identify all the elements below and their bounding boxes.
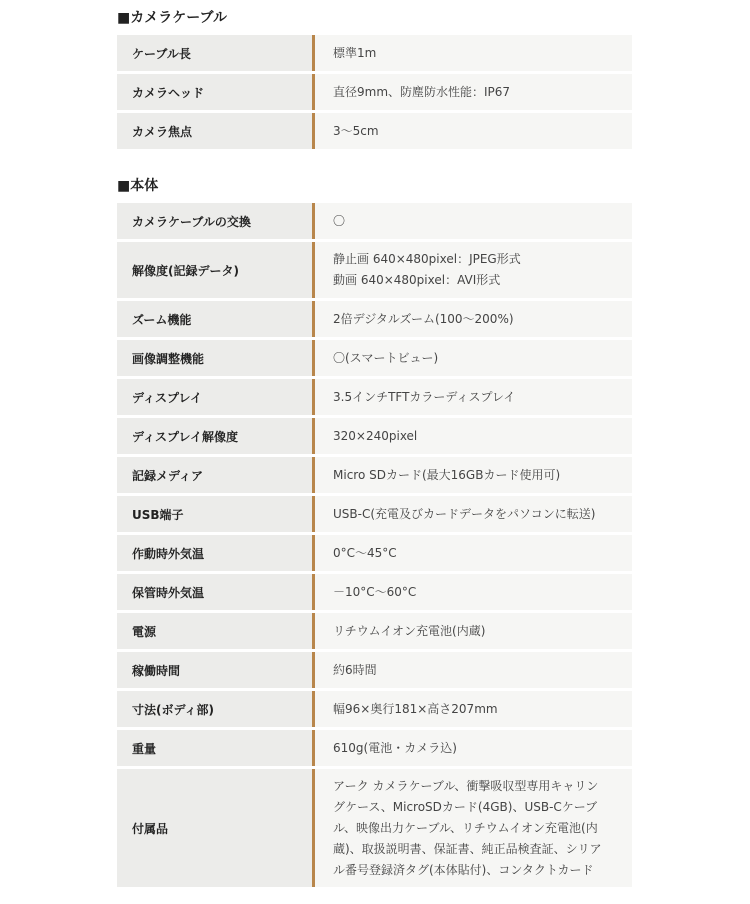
spec-value-line: Micro SDカード(最大16GBカード使用可): [333, 467, 561, 482]
spec-key: カメラケーブルの交換: [117, 203, 315, 239]
spec-row: [117, 418, 632, 454]
spec-value-line: USB-C(充電及びカードデータをパソコンに転送): [333, 506, 596, 521]
spec-value-line: 〇(スマートビュー): [333, 350, 439, 365]
spec-key: カメラヘッド: [117, 74, 315, 110]
spec-value: [315, 35, 632, 71]
spec-value: [315, 574, 632, 610]
spec-value-line: 幅96×奥行181×高さ207mm: [333, 701, 498, 716]
spec-value-line: グケース、MicroSDカード(4GB)、USB-Cケーブ: [333, 799, 598, 814]
spec-row: [117, 340, 632, 376]
spec-key: 寸法(ボディ部): [117, 691, 315, 727]
section-title: ■本体: [117, 178, 159, 194]
spec-key: ディスプレイ: [117, 379, 315, 415]
spec-value: [315, 496, 632, 532]
spec-value-line: 0°C～45°C: [333, 545, 397, 560]
spec-value-line: 直径9mm、防塵防水性能：IP67: [333, 84, 511, 99]
spec-value-line: 3.5インチTFTカラーディスプレイ: [333, 389, 516, 404]
spec-row: [117, 574, 632, 610]
section-title: ■カメラケーブル: [117, 10, 227, 26]
spec-value-line: リチウムイオン充電池(内蔵): [333, 623, 486, 638]
spec-key: 稼働時間: [117, 652, 315, 688]
spec-row: [117, 457, 632, 493]
spec-key: ディスプレイ解像度: [117, 418, 315, 454]
spec-value-line: ル、映像出力ケーブル、リチウムイオン充電池(内: [333, 820, 598, 835]
spec-row: [117, 242, 632, 298]
spec-key: 付属品: [117, 769, 315, 887]
spec-value-line: 〇: [333, 213, 346, 228]
spec-key: 保管時外気温: [117, 574, 315, 610]
spec-value-line: アーク カメラケーブル、衝撃吸収型専用キャリン: [333, 778, 599, 793]
spec-row: [117, 113, 632, 149]
spec-key: USB端子: [117, 496, 315, 532]
spec-key: 画像調整機能: [117, 340, 315, 376]
spec-value-line: 静止画 640×480pixel：JPEG形式: [333, 252, 521, 266]
spec-value: [315, 418, 632, 454]
spec-value-line: －10°C～60°C: [333, 584, 417, 599]
spec-key: 解像度(記録データ): [117, 242, 315, 298]
section-main-body: [117, 176, 632, 887]
spec-value: [315, 301, 632, 337]
spec-value-line: 蔵)、取扱説明書、保証書、純正品検査証、シリア: [333, 841, 602, 856]
spec-row: [117, 379, 632, 415]
spec-value: [315, 730, 632, 766]
spec-row: [117, 203, 632, 239]
spec-row: [117, 35, 632, 71]
spec-value-line: 320×240pixel: [333, 428, 418, 443]
spec-value: [315, 769, 632, 887]
spec-value-line: 標準1m: [333, 45, 377, 60]
spec-row: [117, 652, 632, 688]
spec-row: [117, 769, 632, 887]
spec-key: カメラ焦点: [117, 113, 315, 149]
spec-row: [117, 301, 632, 337]
spec-value-line: 610g(電池・カメラ込): [333, 740, 457, 755]
spec-value: [315, 340, 632, 376]
spec-table-camera-cable: [117, 35, 632, 149]
spec-value: [315, 379, 632, 415]
spec-row: [117, 535, 632, 571]
spec-value: [315, 74, 632, 110]
spec-table-main-body: [117, 203, 632, 887]
spec-row: [117, 691, 632, 727]
spec-row: [117, 730, 632, 766]
spec-key: 作動時外気温: [117, 535, 315, 571]
spec-row: [117, 74, 632, 110]
spec-key: 電源: [117, 613, 315, 649]
spec-key: 記録メディア: [117, 457, 315, 493]
spec-key: 重量: [117, 730, 315, 766]
spec-value: [315, 535, 632, 571]
spec-key: ケーブル長: [117, 35, 315, 71]
section-camera-cable: [117, 8, 632, 149]
spec-key: ズーム機能: [117, 301, 315, 337]
spec-value: [315, 691, 632, 727]
spec-value-line: 3～5cm: [333, 123, 379, 138]
spec-value: [315, 203, 632, 239]
spec-value-line: ル番号登録済タグ(本体貼付)、コンタクトカード: [333, 862, 594, 877]
spec-value: [315, 113, 632, 149]
spec-row: [117, 613, 632, 649]
spec-value: [315, 242, 632, 298]
spec-value: [315, 652, 632, 688]
spec-value: [315, 613, 632, 649]
spec-value-line: 2倍デジタルズーム(100～200%): [333, 311, 514, 326]
spec-value: [315, 457, 632, 493]
spec-row: [117, 496, 632, 532]
spec-value-line: 動画 640×480pixel：AVI形式: [333, 273, 501, 287]
spec-value-line: 約6時間: [333, 662, 377, 677]
